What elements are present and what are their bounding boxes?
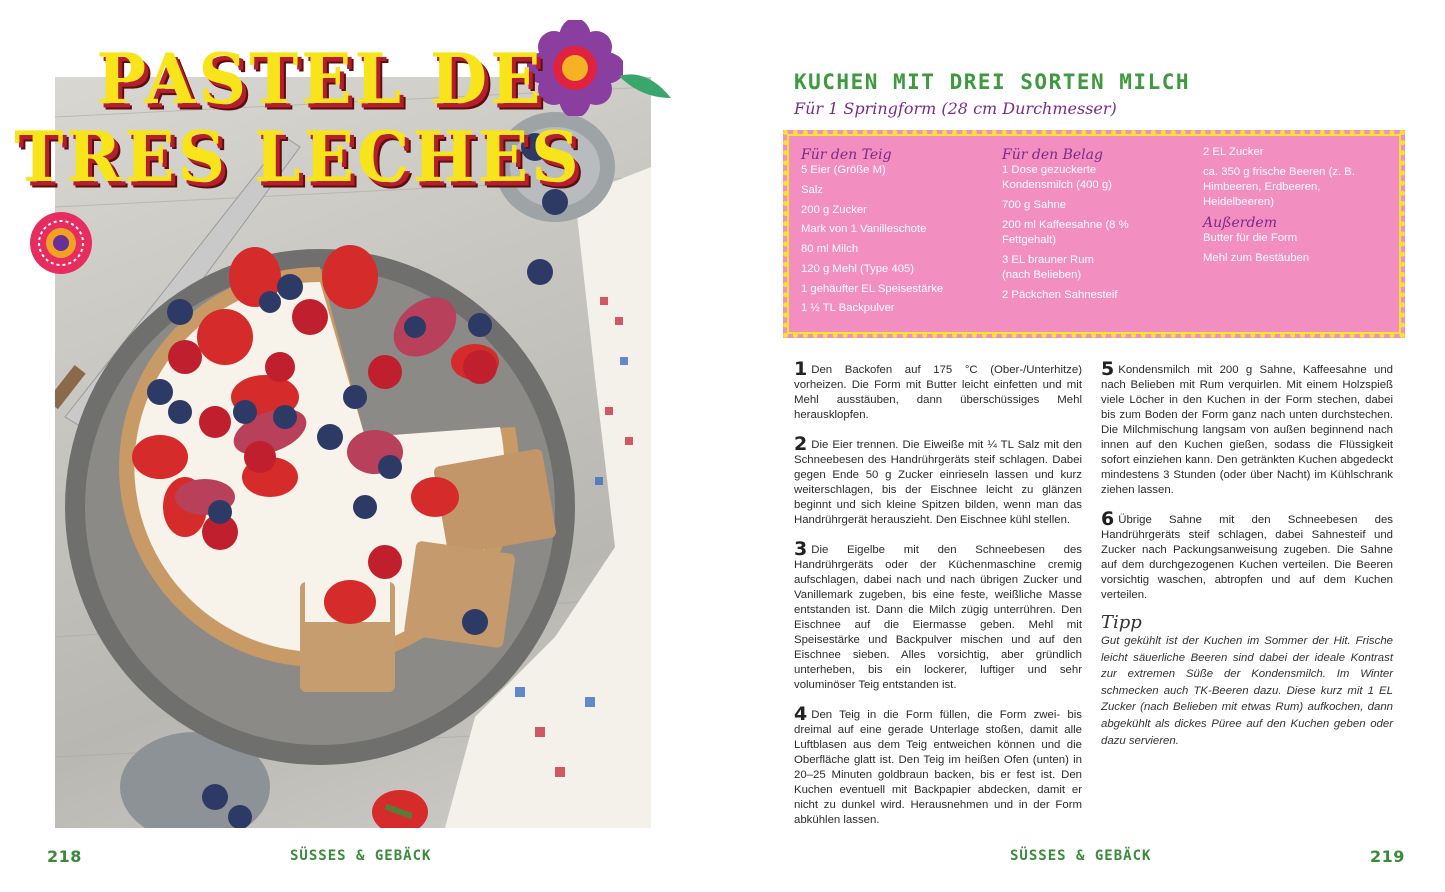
ingredient-item: 200 ml Kaffeesahne (8 % Fettgehalt) <box>1002 218 1129 247</box>
leaf-icon <box>617 68 673 104</box>
footer-section-right: SÜSSES & GEBÄCK <box>1010 848 1152 864</box>
tip-text: Gut gekühlt ist der Kuchen im Sommer der Hit. Frische leicht säuerliche Beeren sind dabei der ideale Kontrast zur extremen Süße der Kondensmilch. Im Winter schmecken auch TK-Beeren dazu. Diese kurz mit 1 EL Zucker (nach Belieben mit etwas Rum) aufkochen, dann abgekühlt als dickes Püree auf den Kuchen geben oder dazu servieren. <box>1101 635 1393 747</box>
step-text: Übrige Sahne mit den Schneebesen des Handrührgeräts steif schlagen, dabei Sahnesteif und Zucker nach Packungsanweisung zugeben. Die Sahne auf dem durchgezogenen Kuchen verteilen. Die Beeren vorsichtig waschen, abtropfen und auf dem Kuchen verteilen. <box>1101 514 1393 601</box>
step-3 <box>794 538 1082 693</box>
step-text: Kondensmilch mit 200 g Sahne, Kaffeesahne und nach Belieben mit Rum verquirlen. Mit einem Holzspieß viele Löcher in den Kuchen in der Form stechen, dabei bis zum Boden der Form ganz nach unten durchstechen. Die Milchmischung langsam von außen beginnend nach innen auf den Kuchen gießen, sodass die Flüssigkeit sofort einziehen kann. Den getränkten Kuchen abgedeckt mindestens 3 Stunden (oder über Nacht) im Kühlschrank ziehen lassen. <box>1101 364 1393 496</box>
ingredient-item: 1 Dose gezuckerte Kondensmilch (400 g) <box>1002 164 1112 192</box>
ingredients-heading: Für den Teig <box>801 147 892 163</box>
step-text: Die Eigelbe mit den Schneebesen des Handrührgeräts oder der Küchenmaschine cremig aufschlagen, dabei nach und nach übrigen Zucker und Vanillemark zugeben, bis eine feste, weißliche Masse entstanden ist. Dann die Milch zügig unterrühren. Den Eischnee auf die Eiermasse geben. Mehl mit Speisestärke und Backpulver mischen und auf den Eischnee sieben. Alles vorsichtig, aber gründlich unterheben, bis ein lockerer, luftiger und sehr voluminöser Teig entstanden ist. <box>794 544 1082 691</box>
tip-heading: Tipp <box>1101 612 1142 633</box>
step-number: 3 <box>794 538 808 560</box>
ingredient-item: ca. 350 g frische Beeren (z. B. Himbeeren, Erdbeeren, Heidelbeeren) <box>1203 165 1355 209</box>
page-number-right: 219 <box>1370 847 1405 866</box>
step-number: 1 <box>794 358 808 380</box>
step-text: Die Eier trennen. Die Eiweiße mit ¼ TL Salz mit den Schneebesen des Handrührgeräts steif schlagen. Dabei gegen Ende 50 g Zucker einrieseln lassen und kurz weiterschlagen, bis der Eischnee leicht zu glänzen beginnt und sich kleine Spitzen bilden, wenn man das Handrührgerät herauszieht. Den Eischnee kühl stellen. <box>794 439 1082 526</box>
recipe-title-line-1: PASTEL DE <box>96 38 544 120</box>
recipe-title-german: KUCHEN MIT DREI SORTEN MILCH <box>794 70 1191 94</box>
ingredients-teig <box>801 147 991 321</box>
step-text: Den Backofen auf 175 °C (Ober-/Unterhitze) vorheizen. Die Form mit Butter leicht einfetten und mit Mehl ausstäuben, dann überschüssiges Mehl herausklopfen. <box>794 364 1082 421</box>
ingredient-item: 2 Päckchen Sahnesteif <box>1002 288 1118 301</box>
tip-box <box>1101 612 1393 749</box>
step-5 <box>1101 358 1393 498</box>
flower-icon <box>28 210 94 276</box>
ingredient-item: Butter für die Form <box>1203 232 1298 245</box>
steps-column-left <box>794 358 1082 842</box>
page-number-left: 218 <box>47 847 82 866</box>
ingredient-item: 200 g Zucker <box>801 203 867 216</box>
ingredient-item: 5 Eier (Größe M) <box>801 164 886 177</box>
ingredients-belag <box>1002 147 1192 308</box>
step-text: Den Teig in die Form füllen, die Form zwei- bis dreimal auf eine gerade Unterlage stoßen, damit alle Luftblasen aus dem Teig entweichen können und die Oberfläche glatt ist. Den Teig im heißen Ofen (unten) in 20–25 Minuten goldbraun backen, bis er fest ist. Den Kuchen eventuell mit Backpapier abdecken, damit er nicht zu dunkel wird. Herausnehmen und in der Form abkühlen lassen. <box>794 709 1082 826</box>
recipe-title-line-2: TRES LECHES <box>14 116 582 198</box>
ingredient-item: 1 ½ TL Backpulver <box>801 302 895 315</box>
step-number: 2 <box>794 433 808 455</box>
ingredient-item: 2 EL Zucker <box>1203 146 1264 158</box>
steps-column-right <box>1101 358 1393 617</box>
ingredients-box <box>783 130 1405 338</box>
ingredient-item: 1 gehäufter EL Speisestärke <box>801 282 944 295</box>
ingredient-item: 80 ml Milch <box>801 243 859 256</box>
ingredient-item: Mehl zum Bestäuben <box>1203 251 1310 264</box>
ingredients-heading: Für den Belag <box>1002 147 1103 163</box>
step-number: 6 <box>1101 508 1115 530</box>
step-number: 4 <box>794 703 808 725</box>
step-4 <box>794 703 1082 828</box>
ingredients-extra <box>1203 145 1393 271</box>
ingredient-item: 3 EL brauner Rum (nach Belieben) <box>1002 253 1094 282</box>
ingredients-heading: Außerdem <box>1203 215 1277 231</box>
ingredient-item: 700 g Sahne <box>1002 199 1067 212</box>
step-number: 5 <box>1101 358 1115 380</box>
recipe-subtitle: Für 1 Springform (28 cm Durchmesser) <box>794 99 1117 118</box>
ingredient-item: Salz <box>801 183 823 196</box>
ingredient-item: 120 g Mehl (Type 405) <box>801 262 915 275</box>
step-6 <box>1101 508 1393 603</box>
footer-section-left: SÜSSES & GEBÄCK <box>290 848 432 864</box>
ingredient-item: Mark von 1 Vanilleschote <box>801 223 927 236</box>
step-1 <box>794 358 1082 423</box>
step-2 <box>794 433 1082 528</box>
